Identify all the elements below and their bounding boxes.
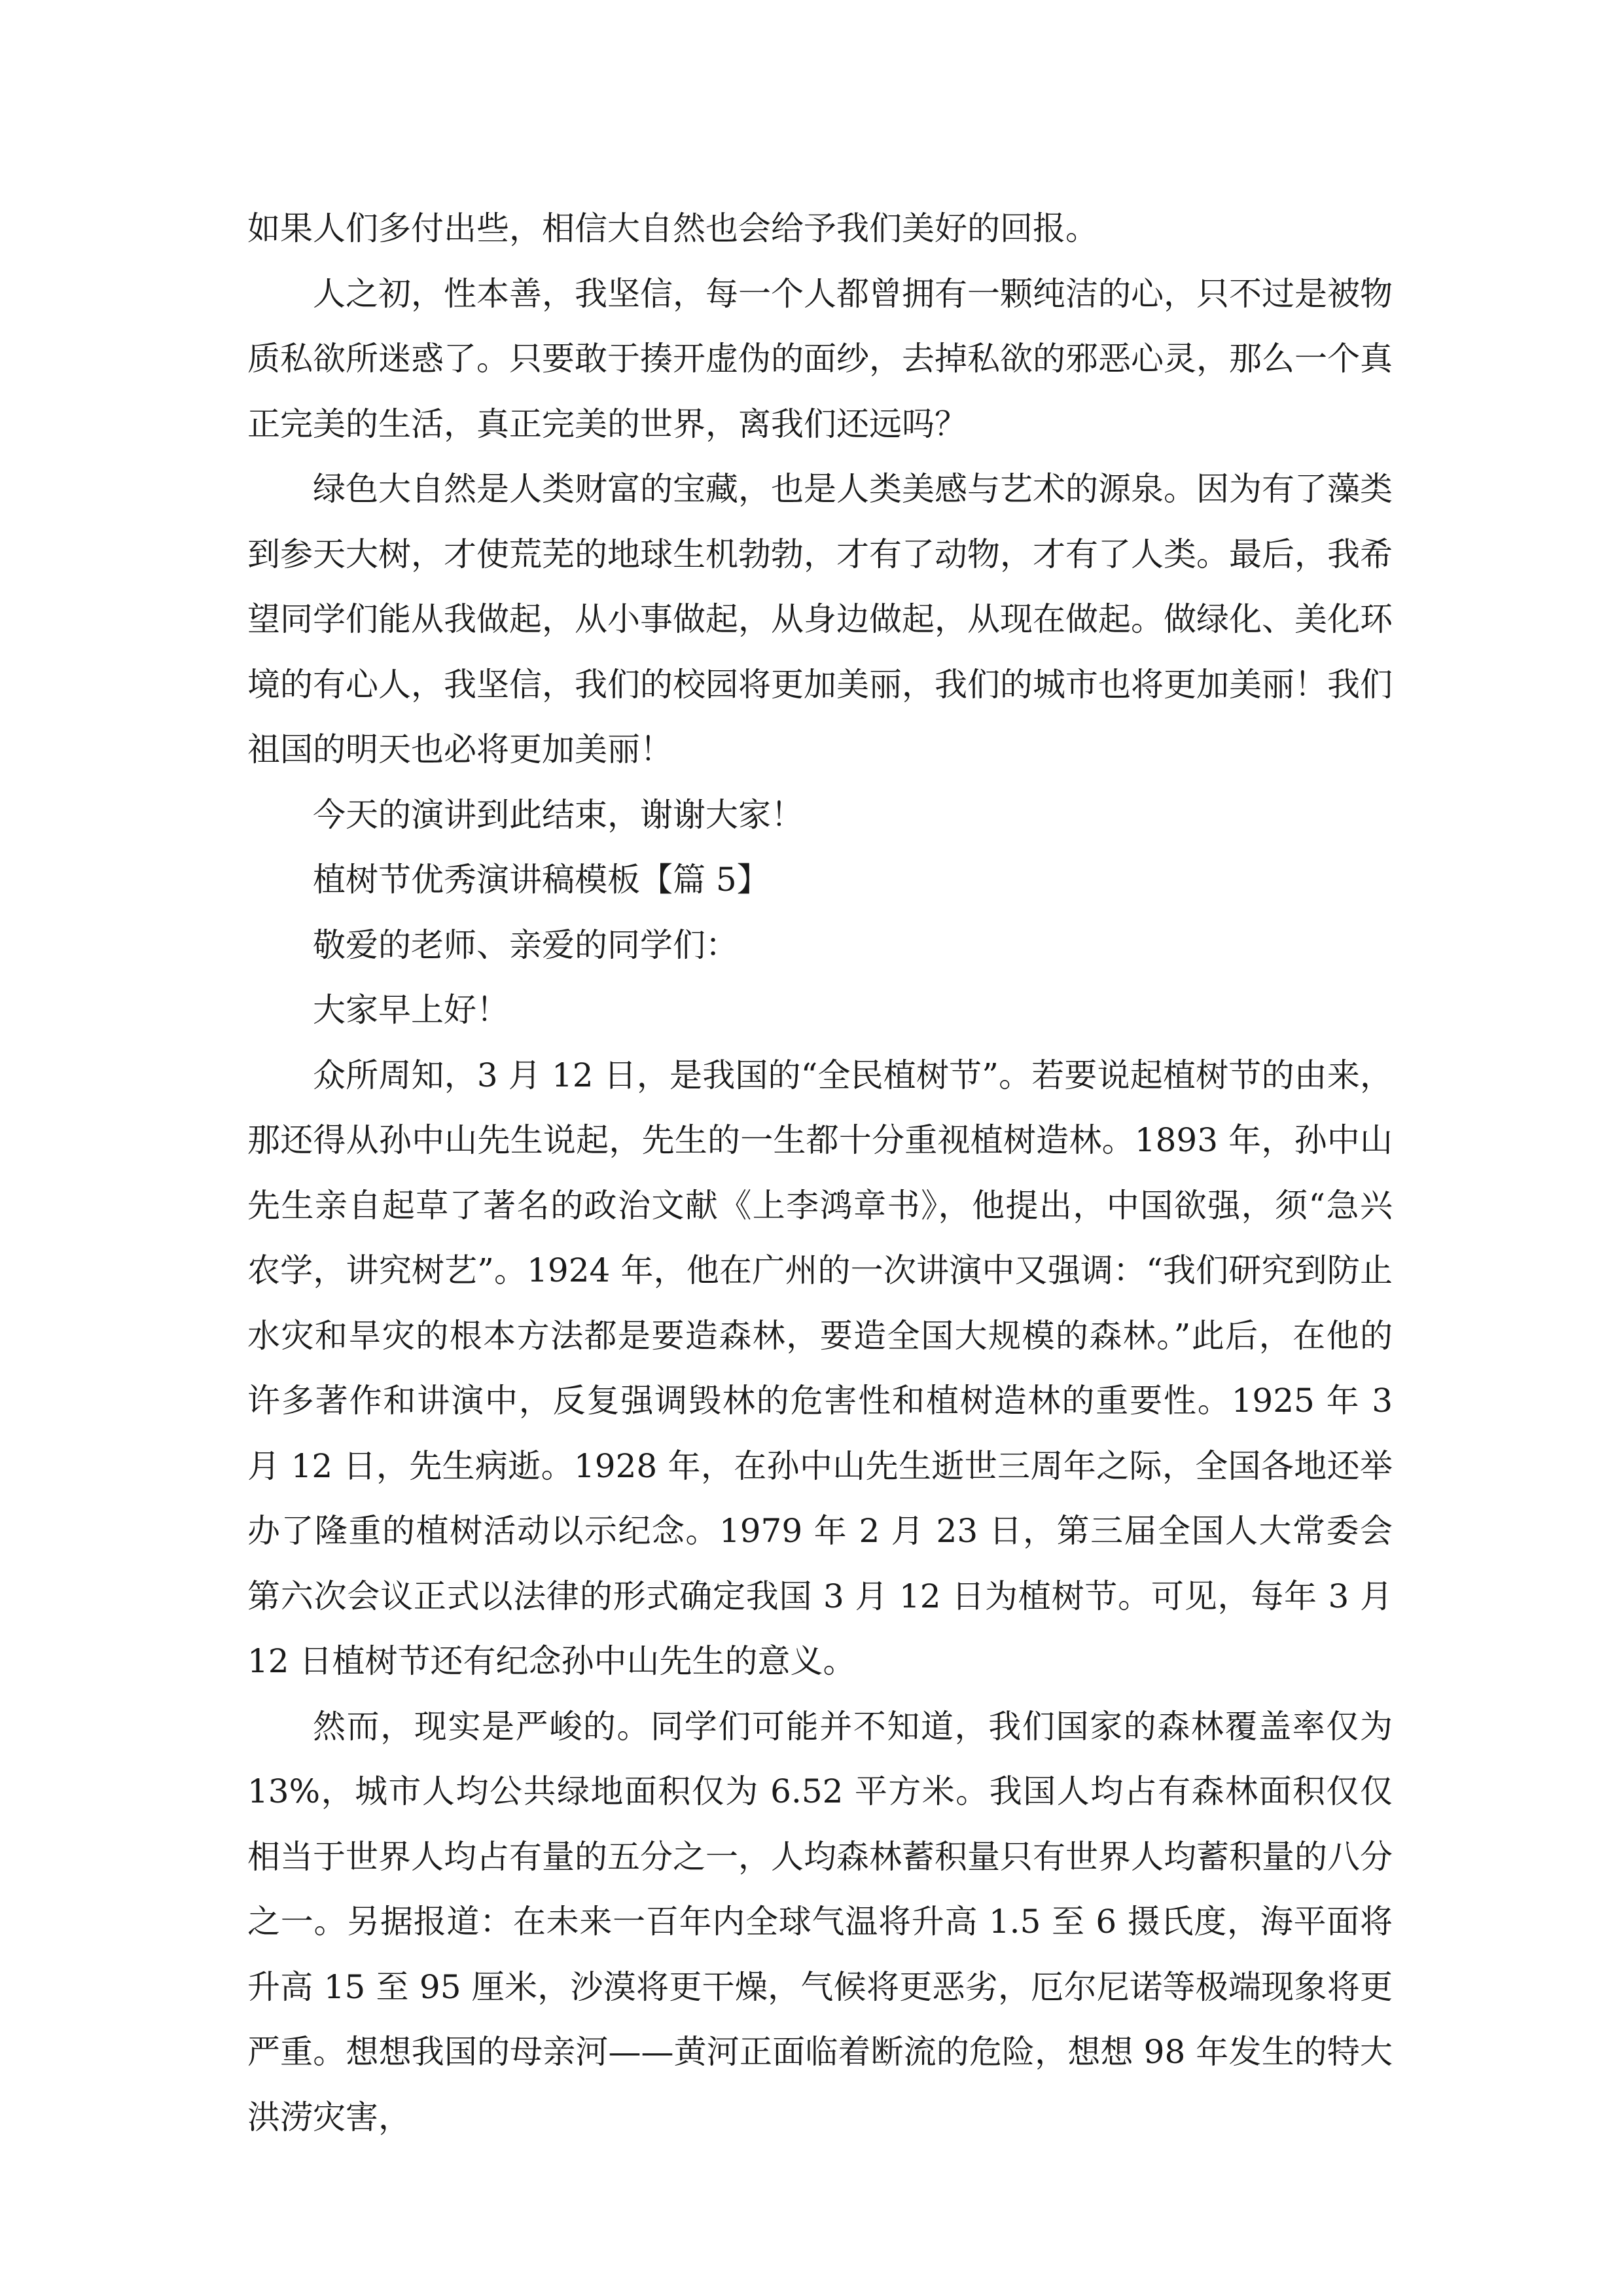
- paragraph-reality: 然而，现实是严峻的。同学们可能并不知道，我们国家的森林覆盖率仅为13%，城市人均公共绿地面积仅为 6.52 平方米。我国人均占有森林面积仅仅相当于世界人均占有量的五分之一，人均森林蓄积量只有世界人均蓄积量的八分之一。另据报道：在未来一百年内全球气温将升高 1.5 至 6 摄氏度，海平面将升高 15 至 95 厘米，沙漠将更干燥，气候将更恶劣，厄尔尼诺等极端现象将更严重。想想我国的母亲河——黄河正面临着断流的危险，想想 98 年发生的特大洪涝灾害，: [247, 1707, 1393, 2136]
- salutation: 敬爱的老师、亲爱的同学们：: [313, 925, 738, 964]
- greeting: 大家早上好！: [313, 991, 509, 1029]
- document-body: [247, 196, 1393, 2150]
- paragraph-2: 人之初，性本善，我坚信，每一个人都曾拥有一颗纯洁的心，只不过是被物质私欲所迷惑了。只要敢于揍开虚伪的面纱，去掉私欲的邪恶心灵，那么一个真正完美的生活，真正完美的世界，离我们还远吗？: [247, 274, 1393, 443]
- section-heading: 植树节优秀演讲稿模板【篇 5】: [313, 861, 770, 899]
- closing-line: 今天的演讲到此结束，谢谢大家！: [313, 795, 804, 834]
- paragraph-1: 如果人们多付出些，相信大自然也会给予我们美好的回报。: [247, 209, 1098, 247]
- paragraph-history: 众所周知，3 月 12 日，是我国的“全民植树节”。若要说起植树节的由来，那还得从孙中山先生说起，先生的一生都十分重视植树造林。1893 年，孙中山先生亲自起草了著名的政治文献《上李鸿章书》，他提出，中国欲强，须“急兴农学，讲究树艺”。1924 年，他在广州的一次讲演中又强调：“我们研究到防止水灾和旱灾的根本方法都是要造森林，要造全国大规模的森林。”此后，在他的许多著作和讲演中，反复强调毁林的危害性和植树造林的重要性。1925 年 3 月 12 日，先生病逝。1928 年，在孙中山先生逝世三周年之际，全国各地还举办了隆重的植树活动以示纪念。1979 年 2 月 23 日，第三届全国人大常委会第六次会议正式以法律的形式确定我国 3 月 12 日为植树节。可见，每年 3 月 12 日植树节还有纪念孙中山先生的意义。: [247, 1056, 1393, 1680]
- paragraph-3: 绿色大自然是人类财富的宝藏，也是人类美感与艺术的源泉。因为有了藻类到参天大树，才使荒芜的地球生机勃勃，才有了动物，才有了人类。最后，我希望同学们能从我做起，从小事做起，从身边做起，从现在做起。做绿化、美化环境的有心人，我坚信，我们的校园将更加美丽，我们的城市也将更加美丽！我们祖国的明天也必将更加美丽！: [247, 470, 1393, 768]
